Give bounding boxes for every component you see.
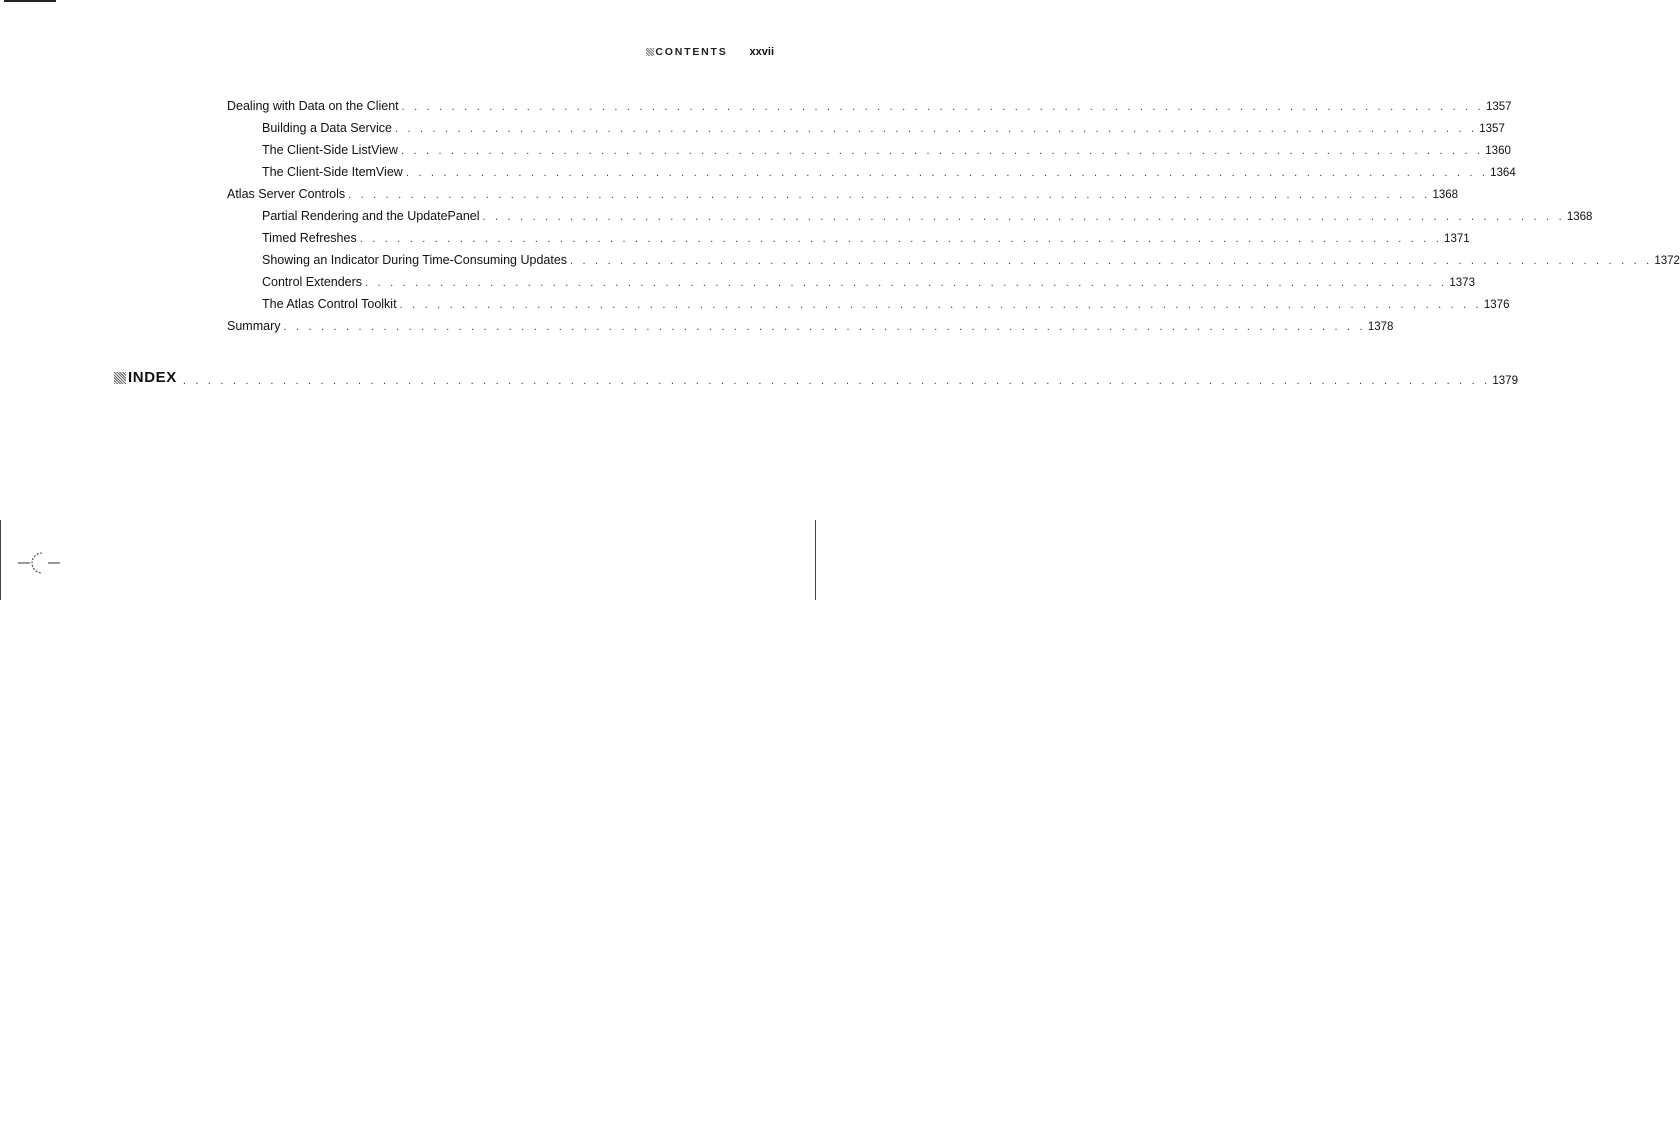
toc-entry-title: The Client-Side ListView [262,143,398,157]
toc-leader-dots: . . . . . . . . . . . . . . . . . . . . . . . . . . . . . . . . . . . . . . . . . . . . . . . . . . . . . . . . . . . . . . . . . . . . . . . . . . . . . . . . . . . . . . . [401,101,1484,113]
crop-mark-right [815,520,816,600]
toc-entry-title: Atlas Server Controls [227,187,346,201]
toc-entry-page: 1372 [1654,255,1680,267]
toc-entry [227,96,1512,116]
toc-leader-dots: . . . . . . . . . . . . . . . . . . . . . . . . . . . . . . . . . . . . . . . . . . . . . . . . . . . . . . . . . . . . . . . . . . . . . . . . . . . . . . . . . . . . . . . [283,321,1366,333]
toc-leader-dots: . . . . . . . . . . . . . . . . . . . . . . . . . . . . . . . . . . . . . . . . . . . . . . . . . . . . . . . . . . . . . . . . . . . . . . . . . . . . . . . . . . . . . . . [482,211,1565,223]
toc-entry-title: Dealing with Data on the Client [227,99,399,113]
toc-entry [262,140,1511,160]
index-page: 1379 [1492,375,1518,387]
toc-leader-dots: . . . . . . . . . . . . . . . . . . . . . . . . . . . . . . . . . . . . . . . . . . . . . . . . . . . . . . . . . . . . . . . . . . . . . . . . . . . . . . . . . . . . . . . [405,167,1489,179]
toc-entry [227,184,1459,204]
toc-leader-dots: . . . . . . . . . . . . . . . . . . . . . . . . . . . . . . . . . . . . . . . . . . . . . . . . . . . . . . . . . . . . . . . . . . . . . . . . . . . . . . . . . . . . . . . [399,299,1482,311]
toc-entry-page: 1357 [1485,101,1512,113]
toc-index-entry [114,367,1518,389]
toc-entry-page: 1373 [1449,277,1475,289]
toc-entry-page: 1360 [1485,145,1511,157]
toc-entry-page: 1368 [1566,211,1593,223]
crop-mark-left [0,520,1,600]
toc-entry-title: The Atlas Control Toolkit [262,297,397,311]
crop-mark-top [4,0,56,2]
section-marker-icon [646,48,654,56]
toc-entry-title: Summary [227,319,281,333]
toc-entry-title: Building a Data Service [262,121,392,135]
registration-mark-icon [18,548,62,578]
toc-entry-page: 1364 [1490,167,1516,179]
index-marker-icon [114,372,126,384]
toc-entry-page: 1378 [1367,321,1394,333]
running-head [540,44,774,60]
toc-leader-dots: . . . . . . . . . . . . . . . . . . . . . . . . . . . . . . . . . . . . . . . . . . . . . . . . . . . . . . . . . . . . . . . . . . . . . . . . . . . . . . . . . . . . . . . [348,189,1431,201]
toc-entry [262,272,1475,292]
toc-entry-page: 1371 [1444,233,1470,245]
index-heading [114,367,183,389]
toc-leader-dots: . . . . . . . . . . . . . . . . . . . . . . . . . . . . . . . . . . . . . . . . . . . . . . . . . . . . . . . . . . . . . . . . . . . . . . . . . . . . . . . . . . . . . . . [400,145,1484,157]
toc-entry-title: Control Extenders [262,275,363,289]
toc-entry [262,118,1505,138]
toc-entry [262,294,1510,314]
toc-entry-title: Partial Rendering and the UpdatePanel [262,209,480,223]
toc-leader-dots: . . . . . . . . . . . . . . . . . . . . . . . . . . . . . . . . . . . . . . . . . . . . . . . . . . . . . . . . . . . . . . . . . . . . . . . . . . . . . . . . . . . . . . . [359,233,1443,245]
index-heading-label: INDEX [128,369,177,386]
toc-entry [262,206,1593,226]
toc-entry [262,162,1516,182]
page-number: xxvii [749,46,774,58]
toc-entry-title: The Client-Side ItemView [262,165,403,179]
toc-entry-page: 1376 [1483,299,1510,311]
toc-leader-dots: . . . . . . . . . . . . . . . . . . . . . . . . . . . . . . . . . . . . . . . . . . . . . . . . . . . . . . . . . . . . . . . . . . . . . . . . . . . . . . . . . . . . . . . [394,123,1478,135]
toc-leader-dots: . . . . . . . . . . . . . . . . . . . . . . . . . . . . . . . . . . . . . . . . . . . . . . . . . . . . . . . . . . . . . . . . . . . . . . . . . . . . . . . . . . . . . . . [570,255,1653,267]
toc-leader-dots: . . . . . . . . . . . . . . . . . . . . . . . . . . . . . . . . . . . . . . . . . . . . . . . . . . . . . . . . . . . . . . . . . . . . . . . . . . . . . . . . . . . . . . . [365,277,1448,289]
toc-entry [262,250,1680,270]
toc-entry-title: Showing an Indicator During Time-Consuming Updates [262,253,568,267]
toc-entry [227,316,1394,336]
toc-entry [262,228,1470,248]
toc-entry-page: 1368 [1432,189,1459,201]
running-head-label: CONTENTS [655,46,728,58]
toc-leader-dots: . . . . . . . . . . . . . . . . . . . . . . . . . . . . . . . . . . . . . . . . . . . . . . . . . . . . . . . . . . . . . . . . . . . . . . . . . . . . . . . . . . . . . . . . . . . . . . . . . . . . . . . . . [182,375,1491,387]
toc-entry-page: 1357 [1479,123,1505,135]
toc-entry-title: Timed Refreshes [262,231,357,245]
